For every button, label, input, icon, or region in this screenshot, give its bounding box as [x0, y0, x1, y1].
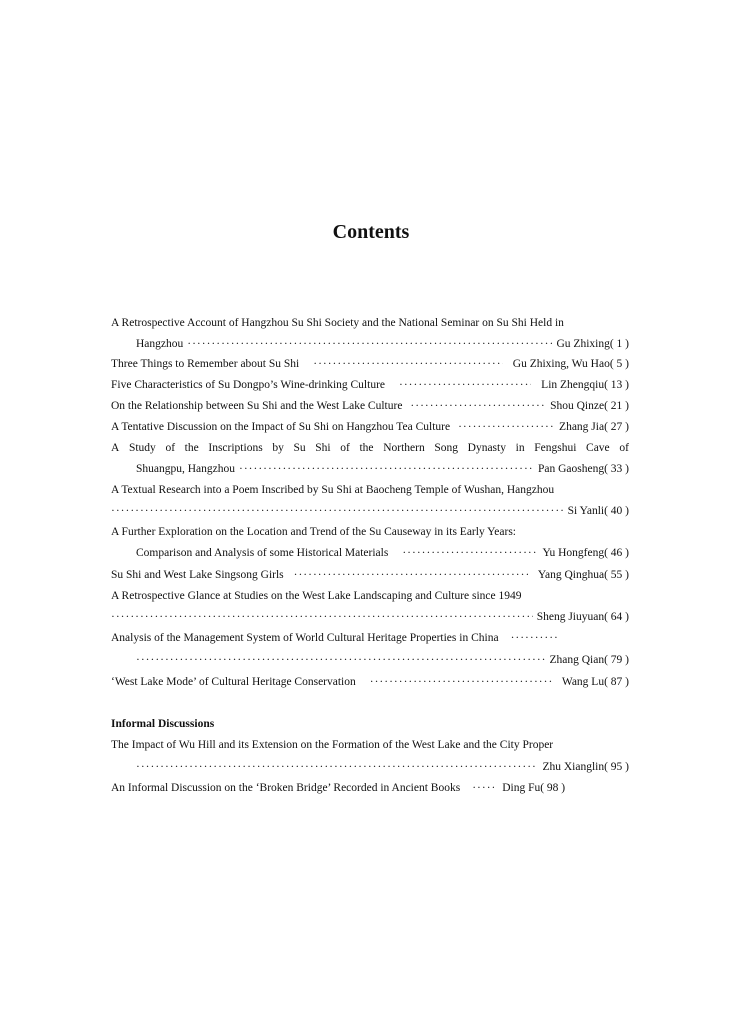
leader-dots [402, 545, 538, 561]
leader-dots [511, 630, 559, 646]
toc-entry-text: A Textual Research into a Poem Inscribed by Su Shi at Baocheng Temple of Wushan, Hangzhou [111, 484, 555, 496]
toc-entry-text: Su Shi and West Lake Singsong Girls [111, 569, 284, 581]
leader-dots [187, 336, 552, 352]
toc-entry-title [111, 588, 629, 604]
leader-dots [294, 567, 528, 583]
toc-entry-title [111, 440, 629, 456]
toc-entry[interactable] [111, 780, 629, 796]
toc-entry[interactable] [111, 609, 629, 625]
leader-dots [111, 503, 564, 519]
toc-author-page: Ding Fu( 98 ) [502, 782, 566, 794]
toc-author-page: Zhang Qian( 79 ) [549, 654, 629, 666]
toc-entry[interactable] [111, 503, 629, 519]
toc-author-page: Zhu Xianglin( 95 ) [542, 761, 629, 773]
leader-dots [313, 356, 503, 372]
toc-entry-text: A Further Exploration on the Location and Trend of the Su Causeway in its Early Years: [111, 526, 517, 538]
toc-entry-text: A Tentative Discussion on the Impact of Su Shi on Hangzhou Tea Culture [111, 421, 451, 433]
leader-dots [472, 780, 494, 796]
leader-dots [399, 377, 531, 393]
toc-author-page: Lin Zhengqiu( 13 ) [541, 379, 629, 391]
toc-entry-text: Five Characteristics of Su Dongpo’s Wine-drinking Culture [111, 379, 386, 391]
toc-author-page: Gu Zhixing( 1 ) [556, 338, 629, 350]
toc-entry[interactable] [111, 419, 629, 435]
toc-author-page: Gu Zhixing, Wu Hao( 5 ) [512, 358, 629, 370]
toc-entry-text: A Study of the Inscriptions by Su Shi of the Northern Song Dynasty in Fengshui Cave of [111, 442, 629, 454]
toc-entry-text: Three Things to Remember about Su Shi [111, 358, 300, 370]
toc-entry-title [111, 737, 629, 753]
toc-entry[interactable] [136, 336, 629, 352]
toc-entry-text: The Impact of Wu Hill and its Extension on the Formation of the West Lake and the City Proper [111, 739, 554, 751]
toc-entry[interactable] [111, 356, 629, 372]
section-title: Informal Discussions [111, 718, 215, 730]
leader-dots [136, 652, 545, 668]
toc-author-page: Sheng Jiuyuan( 64 ) [536, 611, 629, 623]
toc-author-page: Yu Hongfeng( 46 ) [542, 547, 629, 559]
toc-entry-text: A Retrospective Account of Hangzhou Su Shi Society and the National Seminar on Su Shi Held in [111, 317, 564, 329]
toc-entry[interactable] [111, 567, 629, 583]
toc-entry-title [111, 315, 629, 331]
toc-entry-title [111, 524, 629, 540]
toc-entry[interactable] [111, 398, 629, 414]
leader-dots [239, 461, 534, 477]
toc-entry[interactable] [136, 652, 629, 668]
toc-author-page: Wang Lu( 87 ) [561, 676, 629, 688]
toc-entry-text: ‘West Lake Mode’ of Cultural Heritage Conservation [111, 676, 356, 688]
toc-entry-text: A Retrospective Glance at Studies on the West Lake Landscaping and Culture since 1949 [111, 590, 522, 602]
toc-entry[interactable] [111, 674, 629, 690]
toc-author-page: Shou Qinze( 21 ) [550, 400, 629, 412]
leader-dots [136, 759, 538, 775]
leader-dots [111, 609, 533, 625]
toc-entry-text: An Informal Discussion on the ‘Broken Bridge’ Recorded in Ancient Books [111, 782, 461, 794]
toc-author-page: Pan Gaosheng( 33 ) [537, 463, 629, 475]
toc-author-page: Yang Qinghua( 55 ) [537, 569, 629, 581]
toc-author-page: Zhang Jia( 27 ) [559, 421, 629, 433]
leader-dots [410, 398, 544, 414]
page-title: Contents [332, 221, 410, 243]
toc-entry[interactable] [111, 377, 629, 393]
toc-entry[interactable] [136, 759, 629, 775]
toc-entry-text: On the Relationship between Su Shi and the West Lake Culture [111, 400, 403, 412]
toc-entry-text: Hangzhou [136, 338, 184, 350]
toc-entry-title [111, 630, 629, 646]
toc-entry-title [111, 482, 629, 498]
toc-entry-text: Shuangpu, Hangzhou [136, 463, 236, 475]
leader-dots [458, 419, 553, 435]
toc-entry[interactable] [136, 461, 629, 477]
toc-entry-text: Comparison and Analysis of some Historical Materials [136, 547, 389, 559]
leader-dots [370, 674, 552, 690]
toc-author-page: Si Yanli( 40 ) [567, 505, 629, 517]
toc-entry-text: Analysis of the Management System of World Cultural Heritage Properties in China [111, 632, 499, 644]
toc-entry[interactable] [136, 545, 629, 561]
